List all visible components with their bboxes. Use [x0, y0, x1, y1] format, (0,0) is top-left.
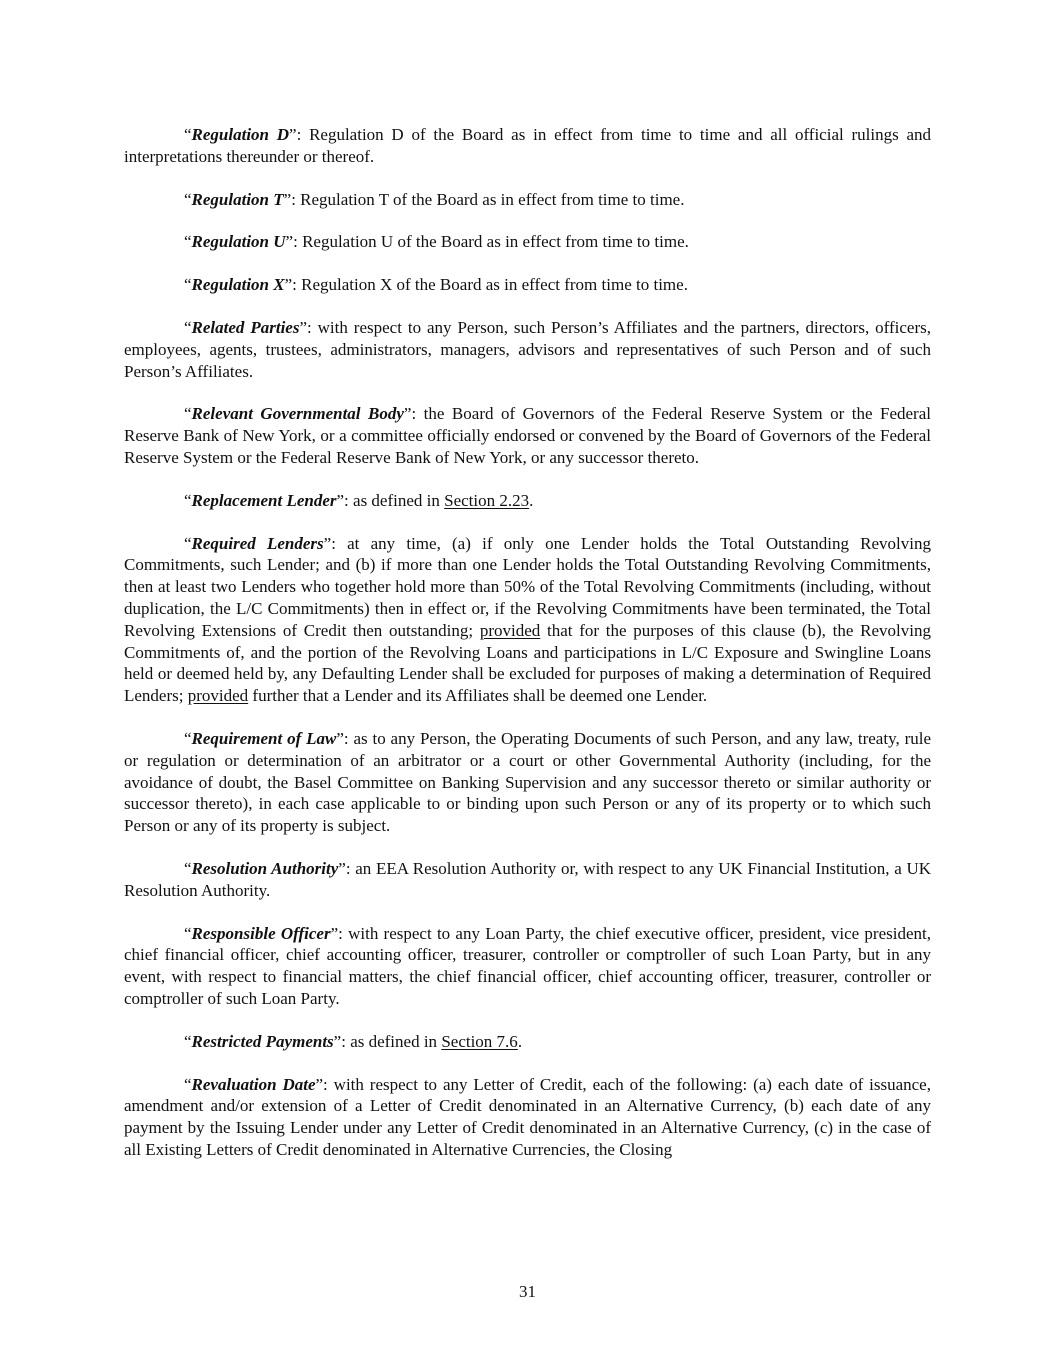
defined-term: Resolution Authority [191, 858, 339, 878]
definition-regulation-t [124, 189, 931, 211]
section-reference-link[interactable]: Section 2.23 [444, 490, 530, 510]
open-quote: “ [184, 923, 192, 943]
close-quote: ” [336, 728, 344, 748]
definition-text: : an EEA Resolution Authority or, with respect to any UK Financial Institution, a UK Resolution Authority. [124, 858, 931, 900]
close-quote: ” [299, 317, 307, 337]
definition-text: : as to any Person, the Operating Documents of such Person, and any law, treaty, rule or regulation or determination of an arbitrator or a court or other Governmental Authority (including, for the avoidance of doubt, the Basel Committee on Banking Supervision and any successor thereto or similar authority or successor thereto), in each case applicable to or binding upon such Person or any of its property or to which such Person or any of its property is subject. [124, 728, 931, 836]
proviso-term: provided [187, 686, 249, 706]
open-quote: “ [184, 275, 192, 295]
open-quote: “ [184, 1074, 192, 1094]
definition-requirement-of-law [124, 728, 931, 837]
definition-resolution-authority [124, 858, 931, 902]
definition-text: : Regulation X of the Board as in effect from time to time. [292, 275, 688, 295]
defined-term: Responsible Officer [191, 923, 331, 943]
open-quote: “ [184, 189, 192, 209]
defined-term: Relevant Governmental Body [191, 404, 404, 424]
defined-term: Regulation X [191, 275, 285, 295]
definition-regulation-d [124, 124, 931, 168]
close-quote: ” [333, 1031, 342, 1051]
definition-text: : Regulation U of the Board as in effect from time to time. [293, 232, 689, 252]
open-quote: “ [184, 533, 192, 553]
defined-term: Replacement Lender [191, 490, 337, 510]
defined-term: Regulation T [191, 189, 284, 209]
definition-text: that for the purposes of this clause (b), the Revolving Commitments of, and the portion of the Revolving Loans and participations in L/C Exposure and Swingline Loans held or deemed held by, any Defaulting Lender shall be excluded for purposes of making a determination of Required Lenders; [124, 620, 931, 706]
definition-text: : Regulation D of the Board as in effect from time to time and all official rulings and interpretations thereunder or thereof. [124, 125, 931, 166]
close-quote: ” [285, 232, 294, 252]
page-number: 31 [519, 1282, 536, 1301]
definition-text: : the Board of Governors of the Federal Reserve System or the Federal Reserve Bank of New York, or a committee officially endorsed or convened by the Board of Governors of the Federal Reserve System or the Federal Reserve Bank of New York, or any successor thereto. [124, 404, 931, 467]
open-quote: “ [184, 858, 192, 878]
defined-term: Related Parties [191, 317, 300, 337]
definition-text: : with respect to any Loan Party, the chief executive officer, president, vice president, chief financial officer, chief accounting officer, treasurer, controller or comptroller of such Loan Party, but in any event, with respect to financial matters, the chief financial officer, chief accounting officer, treasurer, controller or comptroller of such Loan Party. [124, 923, 931, 1008]
definition-regulation-u [124, 231, 931, 253]
defined-term: Required Lenders [191, 533, 324, 553]
definition-revaluation-date [124, 1074, 931, 1161]
open-quote: “ [184, 490, 192, 510]
close-quote: ” [323, 533, 332, 553]
close-quote: ” [284, 275, 293, 295]
open-quote: “ [184, 728, 192, 748]
close-quote: ” [338, 858, 346, 878]
definition-regulation-x [124, 274, 931, 296]
definition-replacement-lender [124, 490, 931, 512]
defined-term: Revaluation Date [191, 1074, 316, 1094]
close-quote: ” [403, 404, 412, 424]
close-quote: ” [315, 1074, 324, 1094]
definition-restricted-payments [124, 1031, 931, 1053]
open-quote: “ [184, 1031, 192, 1051]
close-quote: ” [283, 189, 292, 209]
definition-text: : with respect to any Letter of Credit, each of the following: (a) each date of issuance, amendment and/or extension of a Letter of Credit denominated in an Alternative Currency, (b) each date of any payment by the Issuing Lender under any Letter of Credit denominated in an Alternative Currency, (c) in the case of all Existing Letters of Credit denominated in Alternative Currencies, the Closing [124, 1074, 931, 1159]
definition-text: : Regulation T of the Board as in effect from time to time. [291, 189, 685, 209]
definition-text: : as defined in [344, 490, 445, 510]
proviso-term: provided [479, 620, 541, 640]
defined-term: Regulation U [191, 232, 286, 252]
open-quote: “ [184, 317, 192, 337]
definition-required-lenders [124, 533, 931, 707]
open-quote: “ [184, 125, 192, 144]
defined-term: Requirement of Law [191, 728, 337, 748]
section-reference-link[interactable]: Section 7.6 [441, 1031, 518, 1051]
close-quote: ” [289, 125, 297, 144]
defined-term: Restricted Payments [191, 1031, 334, 1051]
open-quote: “ [184, 404, 192, 424]
definition-text: : with respect to any Person, such Person’s Affiliates and the partners, directors, officers, employees, agents, trustees, administrators, managers, advisors and representatives of such Person and of such Person’s Affiliates. [124, 317, 931, 381]
document-body [124, 124, 931, 1182]
definition-text: . [517, 1031, 523, 1051]
definition-text: : as defined in [341, 1031, 442, 1051]
definition-responsible-officer [124, 923, 931, 1010]
definition-relevant-governmental-body [124, 403, 931, 468]
close-quote: ” [336, 490, 345, 510]
definition-related-parties [124, 317, 931, 382]
definition-text: further that a Lender and its Affiliates shall be deemed one Lender. [248, 686, 708, 706]
defined-term: Regulation D [191, 125, 290, 144]
open-quote: “ [184, 232, 192, 252]
definition-text: . [529, 490, 534, 510]
definition-text: : at any time, (a) if only one Lender holds the Total Outstanding Revolving Commitments, such Lender; and (b) if more than one Lender holds the Total Outstanding Revolving Commitments, then at least two Lenders who together hold more than 50% of the Total Revolving Commitments (including, without duplication, the L/C Commitments) then in effect or, if the Revolving Commitments have been terminated, the Total Revolving Extensions of Credit then outstanding; [124, 533, 931, 640]
close-quote: ” [330, 923, 339, 943]
